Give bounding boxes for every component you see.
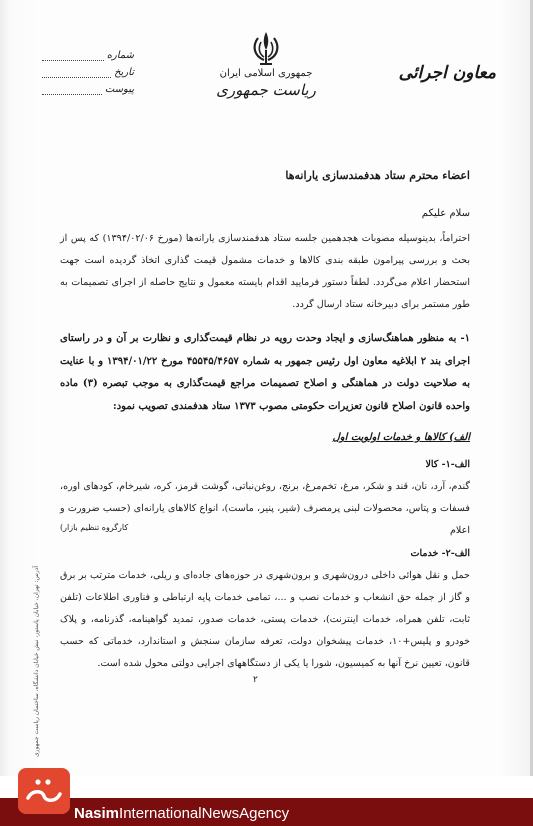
agency-brand xyxy=(74,805,289,822)
republic-title: جمهوری اسلامی ایران xyxy=(219,68,313,79)
brand-bold: Nasim xyxy=(74,805,120,822)
nasim-logo-icon xyxy=(18,768,70,814)
meta-date xyxy=(42,61,134,78)
section-a-heading: الف) کالاها و خدمات اولویت اول xyxy=(332,432,470,443)
meta-label: پیوست xyxy=(104,84,134,95)
meta-dotted-line xyxy=(42,84,102,95)
goods-paragraph: گندم، آرد، نان، قند و شکر، مرغ، تخم‌مرغ، برنج، روغن‌نباتی، گوشت قرمز، کره، شیرخام، کودهای اوره، فسفات و پتاس، محصولات لبنی پرمصرف (شیر، پنیر، ماست)، انواع کالاهای یارانه‌ای (حسب ضرورت و اعلام xyxy=(60,481,470,536)
footer-white-strip xyxy=(0,776,533,798)
letter-metadata xyxy=(42,44,134,95)
services-subheading: الف-۲- خدمات xyxy=(410,548,470,559)
meta-label: تاریخ xyxy=(114,67,134,78)
meta-dotted-line xyxy=(42,50,104,61)
meta-attachment xyxy=(42,78,134,95)
resolution-paragraph: ۱- به منظور هماهنگ‌سازی و ایجاد وحدت رویه در نظام قیمت‌گذاری و نظارت بر آن و در راستای اجرای بند ۲ ابلاغیه معاون اول رئیس جمهور به شماره ۴۵۵۴۵/۴۶۵۷ مورخ ۱۳۹۴/۰۱/۲۲ و با عنایت به صلاحیت دولت در هماهنگی و اصلاح تصمیمات مراجع قیمت‌گذاری به موجب تبصره (۳) ماده واحده قانون اصلاح قانون تعزیرات حکومتی مصوب ۱۳۷۳ ستاد هدفمندی تصویب نمود: xyxy=(60,333,470,412)
greeting: سلام علیکم xyxy=(421,208,470,219)
goods-subheading: الف-۱- کالا xyxy=(425,459,470,470)
brand-rest: InternationalNewsAgency xyxy=(119,805,290,822)
page-number: ۲ xyxy=(253,675,258,685)
vice-president-title: معاون اجرائی xyxy=(398,63,496,83)
services-paragraph: حمل و نقل هوائی داخلی درون‌شهری و برون‌شهری در حوزه‌های جاده‌ای و ریلی، خدمات مترتب بر برق و گاز از جمله حق انشعاب و خدمات نصب و ...، تمامی خدمات پایه ارتباطی و فناوری اطلاعات (تلفن ثابت، تلفن همراه، خدمات اینترنت)، خدمات پستی، خدمات صدور، تمدید گواهینامه، گذرنامه، و پلاک خودرو و پلیس+۱۰، خدمات پیشخوان دولت، تعرفه سازمان سنجش و استاندارد، خدماتی که حسب قانون، تعیین نرخ آنها به کمیسیون، شورا یا یکی از دستگاههای اجرایی دولتی محول شده است. xyxy=(60,570,470,669)
side-address-note xyxy=(3,565,41,758)
iran-emblem-icon xyxy=(246,28,286,68)
side-address-text: آدرس: تهران، خیابان پاستور، نبش خیابان دانشگاه، ساختمان ریاست جمهوری xyxy=(33,565,41,758)
meta-number xyxy=(42,44,134,61)
letterhead-center xyxy=(206,68,326,99)
meta-label: شماره xyxy=(106,50,134,61)
meta-dotted-line xyxy=(42,67,111,78)
presidency-title: ریاست جمهوری xyxy=(216,81,316,99)
goods-note: کارگروه تنظیم بازار) xyxy=(60,523,129,532)
intro-paragraph: احتراماً، بدینوسیله مصوبات هجدهمین جلسه ستاد هدفمندسازی یارانه‌ها (مورخ ۱۳۹۴/۰۲/۰۶) که پس از بحث و بررسی پیرامون طبقه بندی کالاها و خدمات مشمول قیمت گذاری اتخاذ گردیده است جهت استحضار اعلام می‌گردد. لطفاً دستور فرمایید اقدام بایسته معمول و نتایج حاصله از اجرای تصمیمات به طور مستمر برای دبیرخانه ستاد ارسال گردد. xyxy=(60,233,470,310)
recipient-address: اعضاء محترم ستاد هدفمندسازی یارانه‌ها xyxy=(285,169,470,182)
